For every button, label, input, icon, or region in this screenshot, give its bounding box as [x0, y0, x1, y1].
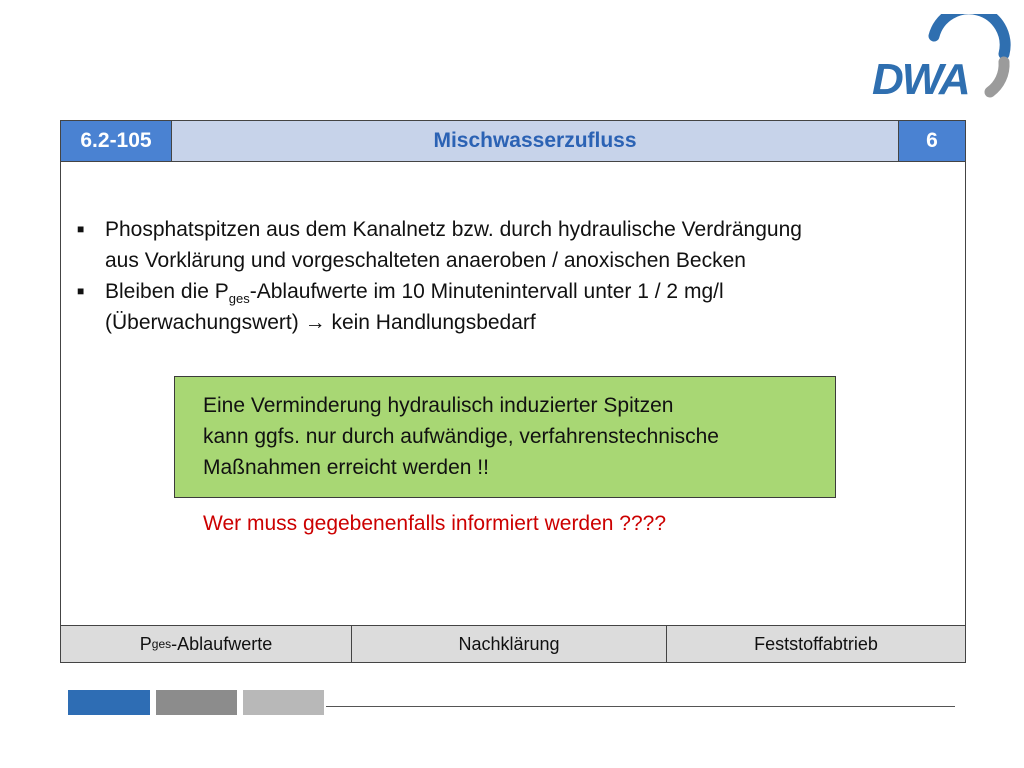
footer-link-feststoffabtrieb[interactable]: Feststoffabtrieb: [754, 633, 878, 654]
bullet-2-line-1-post: -Ablaufwerte im 10 Minutenintervall unter 1 / 2 mg/l: [249, 280, 724, 303]
footer-link-pges-ablaufwerte[interactable]: P ges -Ablaufwerte: [61, 626, 352, 662]
logo-text: DWA: [872, 55, 969, 104]
list-item: [75, 276, 955, 338]
question-text: Wer muss gegebenenfalls informiert werden ????: [203, 512, 667, 535]
dwa-logo: [866, 14, 1012, 104]
note-box: [174, 376, 836, 498]
bullet-square-icon: ■: [77, 222, 85, 236]
footer-row: [61, 625, 965, 662]
section-id: 6.2-105: [61, 121, 172, 161]
decor-bar-blue: [68, 690, 150, 715]
bullet-2-line-2-post: kein Handlungsbedarf: [331, 311, 536, 334]
slide-frame: [60, 120, 966, 663]
divider-line: [326, 706, 955, 707]
note-line-2: kann ggfs. nur durch aufwändige, verfahrenstechnische: [203, 425, 719, 448]
decor-bar-gray: [156, 690, 237, 715]
bullet-2-line-2-pre: (Überwachungswert): [105, 311, 299, 334]
note-line-1: Eine Verminderung hydraulisch induzierter Spitzen: [203, 394, 674, 417]
page-title: Mischwasserzufluss: [172, 121, 898, 161]
footer-link-nachklaerung[interactable]: Nachklärung: [352, 626, 667, 662]
bullet-list: [75, 214, 955, 338]
bullet-square-icon: ■: [77, 284, 85, 298]
subscript-ges: ges: [228, 291, 250, 307]
note-line-3: Maßnahmen erreicht werden !!: [203, 456, 489, 479]
arrow-right-icon: →: [304, 311, 326, 334]
header-row: [61, 121, 965, 162]
list-item: [75, 214, 955, 276]
bullet-1-line-2: aus Vorklärung und vorgeschalteten anaeroben / anoxischen Becken: [105, 249, 746, 272]
bullet-2-line-1-pre: Bleiben die P: [105, 280, 229, 303]
bullet-1-line-1: Phosphatspitzen aus dem Kanalnetz bzw. durch hydraulische Verdrängung: [105, 218, 802, 241]
decor-bar-lightgray: [243, 690, 324, 715]
page-number: 6: [898, 121, 965, 161]
